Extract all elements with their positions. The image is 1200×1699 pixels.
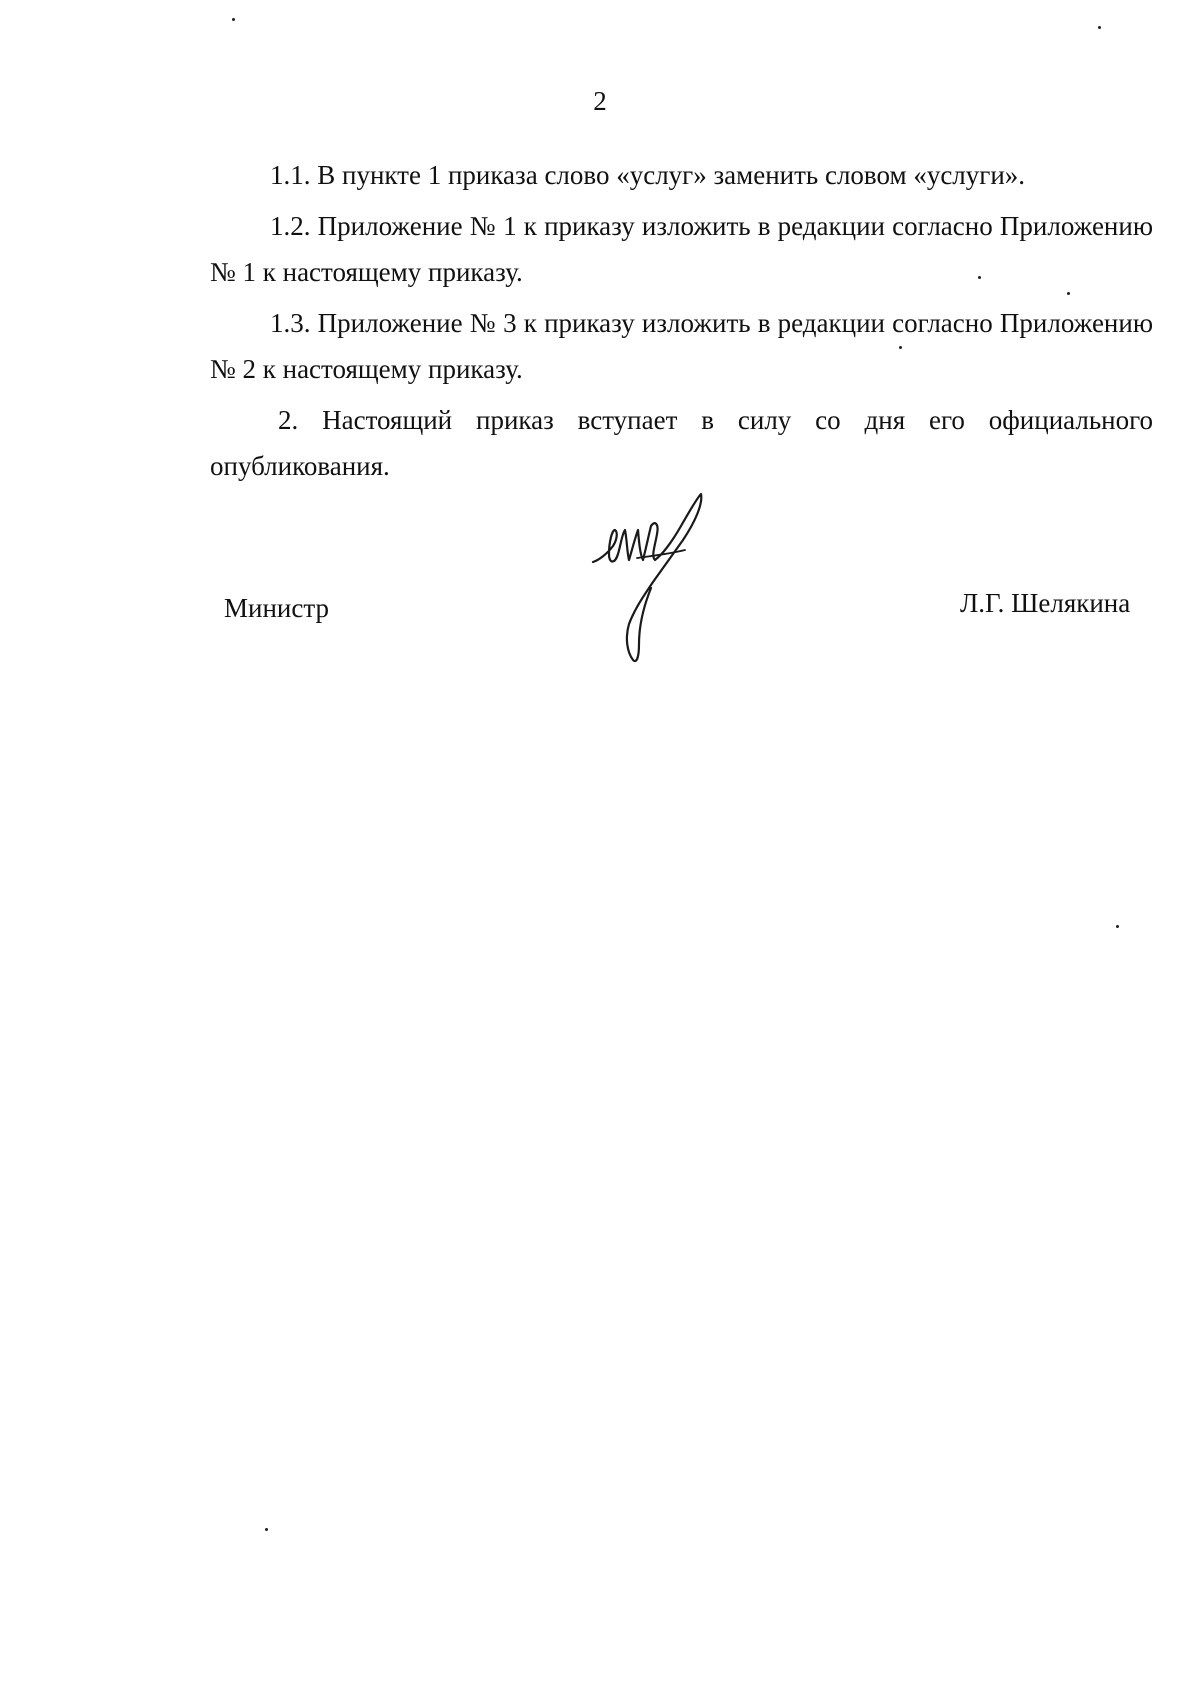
- signature-block: [0, 490, 1200, 690]
- page-number: 2: [593, 86, 607, 116]
- scan-speck: [265, 1528, 268, 1531]
- scan-speck: [1067, 292, 1070, 295]
- signature-stroke: [593, 494, 701, 661]
- paragraph-2: 2. Настоящий приказ вступает в силу со дня его официального опубликования.: [210, 405, 1153, 481]
- scan-speck: [978, 276, 981, 279]
- paragraph-1-1: 1.1. В пункте 1 приказа слово «услуг» заменить словом «услуги».: [270, 160, 1026, 190]
- handwritten-signature: [585, 490, 735, 680]
- document-body: [210, 152, 1153, 494]
- signatory-name: Л.Г. Шелякина: [960, 588, 1131, 618]
- scan-speck: [1116, 925, 1119, 928]
- scan-speck: [899, 346, 902, 349]
- scan-speck: [1098, 26, 1101, 29]
- signatory-role: Министр: [224, 593, 329, 623]
- paragraph-1-2: 1.2. Приложение № 1 к приказу изложить в редакции согласно Приложению № 1 к настоящему приказу.: [210, 211, 1153, 287]
- paragraph-1-3: 1.3. Приложение № 3 к приказу изложить в редакции согласно Приложению № 2 к настоящему приказу.: [210, 308, 1153, 384]
- scan-speck: [232, 18, 235, 21]
